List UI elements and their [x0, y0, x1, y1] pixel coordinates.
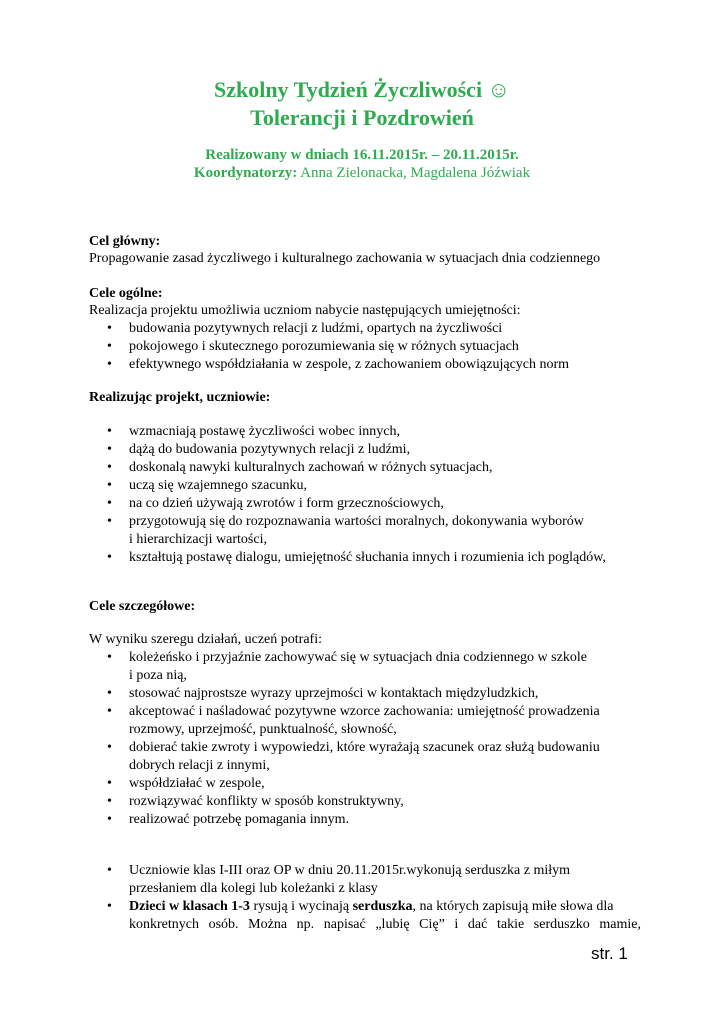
bullet-icon: •	[107, 740, 112, 755]
bullet-icon: •	[107, 321, 112, 336]
bullet-icon: •	[107, 650, 112, 665]
text: rysują i wycinają	[249, 899, 353, 914]
bullet-icon: •	[107, 812, 112, 827]
bullet-icon: •	[107, 478, 112, 493]
title-line-2: Tolerancji i Pozdrowień	[250, 105, 474, 130]
list-item-continuation: dobrych relacji z innymi,	[129, 758, 270, 773]
coordinators-label: Koordynatorzy:	[193, 165, 298, 181]
title-line-1: Szkolny Tydzień Życzliwości ☺	[213, 77, 511, 102]
list-item: budowania pozytywnych relacji z ludźmi, opartych na życzliwości	[129, 321, 503, 336]
list-item	[129, 898, 613, 916]
list-item: efektywnego współdziałania w zespole, z zachowaniem obowiązujących norm	[129, 357, 570, 372]
bullet-icon: •	[107, 899, 112, 914]
list-item: na co dzień używają zwrotów i form grzecznościowych,	[129, 496, 444, 511]
list-item: Uczniowie klas I-III oraz OP w dniu 20.11.2015r.wykonują serduszka z miłym	[129, 863, 571, 878]
list-item: akceptować i naśladować pozytywne wzorce zachowania: umiejętność prowadzenia	[129, 704, 600, 719]
list-item-continuation: rozmowy, uprzejmość, punktualność, słowność,	[129, 722, 397, 737]
bullet-icon: •	[107, 424, 112, 439]
list-item: dobierać takie zwroty i wypowiedzi, które wyrażają szacunek oraz służą budowaniu	[129, 740, 600, 755]
page-number: str. 1	[591, 944, 628, 963]
bullet-icon: •	[107, 794, 112, 809]
bullet-icon: •	[107, 863, 112, 878]
list-item: kształtują postawę dialogu, umiejętność słuchania innych i rozumienia ich poglądów,	[129, 550, 606, 565]
list-item-continuation: konkretnych osób. Można np. napisać „lubię Cię” i dać takie serduszko mamie,	[129, 917, 641, 932]
list-item: przygotowują się do rozpoznawania wartości moralnych, dokonywania wyborów	[129, 514, 584, 529]
list-item: dążą do budowania pozytywnych relacji z ludźmi,	[129, 442, 411, 457]
list-item-continuation: przesłaniem dla kolegi lub koleżanki z klasy	[129, 881, 378, 896]
dates-line: Realizowany w dniach 16.11.2015r. – 20.11.2015r.	[205, 147, 519, 163]
students-heading: Realizując projekt, uczniowie:	[89, 390, 271, 405]
bullet-icon: •	[107, 460, 112, 475]
detailed-goals-intro: W wyniku szeregu działań, uczeń potrafi:	[89, 632, 322, 647]
list-item: wzmacniają postawę życzliwości wobec innych,	[129, 424, 400, 439]
list-item: realizować potrzebę pomagania innym.	[129, 812, 350, 827]
bullet-icon: •	[107, 550, 112, 565]
list-item-continuation: i poza nią,	[129, 668, 187, 683]
list-item: uczą się wzajemnego szacunku,	[129, 478, 308, 493]
bullet-icon: •	[107, 514, 112, 529]
list-item: koleżeńsko i przyjaźnie zachowywać się w sytuacjach dnia codziennego w szkole	[129, 650, 587, 665]
general-goals-intro: Realizacja projektu umożliwia uczniom nabycie następujących umiejętności:	[89, 303, 521, 318]
bullet-icon: •	[107, 339, 112, 354]
bullet-icon: •	[107, 776, 112, 791]
general-goals-heading: Cele ogólne:	[89, 286, 163, 301]
bullet-icon: •	[107, 442, 112, 457]
list-item-continuation: i hierarchizacji wartości,	[129, 532, 267, 547]
main-goal-heading: Cel główny:	[89, 234, 161, 249]
bullet-icon: •	[107, 704, 112, 719]
bold-text: serduszka	[352, 899, 413, 914]
bullet-icon: •	[107, 686, 112, 701]
bullet-icon: •	[107, 357, 112, 372]
coordinators-names: Anna Zielonacka, Magdalena Jóźwiak	[300, 165, 531, 181]
list-item: współdziałać w zespole,	[129, 776, 265, 791]
main-goal-text: Propagowanie zasad życzliwego i kulturalnego zachowania w sytuacjach dnia codziennego	[89, 251, 601, 266]
text: , na których zapisują miłe słowa dla	[412, 899, 614, 914]
bullet-icon: •	[107, 496, 112, 511]
list-item: doskonalą nawyki kulturalnych zachowań w różnych sytuacjach,	[129, 460, 493, 475]
coordinators-line	[0, 164, 724, 182]
detailed-goals-heading: Cele szczegółowe:	[89, 599, 196, 614]
list-item: stosować najprostsze wyrazy uprzejmości w kontaktach międzyludzkich,	[129, 686, 539, 701]
list-item: pokojowego i skutecznego porozumiewania się w różnych sytuacjach	[129, 339, 519, 354]
list-item: rozwiązywać konflikty w sposób konstruktywny,	[129, 794, 404, 809]
bold-text: Dzieci w klasach 1-3	[129, 899, 250, 914]
